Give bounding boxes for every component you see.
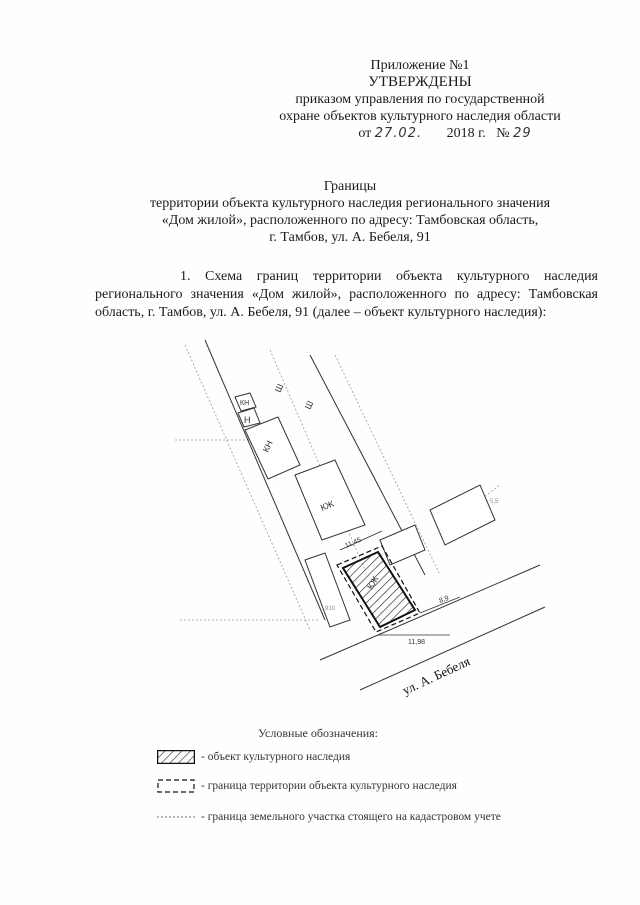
date-handwritten: 27.02. [374,126,423,141]
dim-label-2: 11,98 [408,639,425,646]
number-handwritten: 29 [513,126,532,141]
year-label: 2018 г. [446,126,486,141]
approval-header [250,57,590,142]
title-line-4: г. Тамбов, ул. А. Бебеля, 91 [269,230,431,245]
label-sh-1: Ш [272,382,286,394]
approved-label: УТВЕРЖДЕНЫ [368,74,472,90]
heritage-object [343,552,415,627]
street-label: ул. А. Бебеля [399,653,473,698]
date-prefix: от [358,126,372,141]
number-prefix: № [496,126,510,141]
street-lines [205,340,545,690]
title-line-2: территории объекта культурного наследия регионального значения [149,196,551,211]
dashed-line-swatch-icon [157,816,195,818]
legend-item-3: - граница земельного участка стоящего на кадастровом учете [201,811,501,823]
appendix-label: Приложение №1 [370,58,470,73]
legend-item-2: - граница территории объекта культурного наследия [201,780,457,792]
faint-label-2: 910 [325,606,336,612]
dim-label-3: 8,9 [438,594,450,605]
label-kzh-2: КЖ [365,574,381,591]
legend-item-1: - объект культурного наследия [201,751,351,763]
title-line-1: Границы [323,179,377,194]
title-line-3: «Дом жилой», расположенного по адресу: Тамбовская область, [161,213,539,228]
dim-label-1: 11,45 [344,536,363,550]
label-kn-2: КН [260,438,275,454]
label-n: Н [244,415,251,425]
faint-label-1: 5,5 [490,499,499,505]
dashed-box-swatch-icon [157,779,195,793]
order-line-2: охране объектов культурного наследия области [279,109,561,124]
label-kzh-1: КЖ [319,498,336,513]
legend-title: Условные обозначения: [258,726,379,740]
hatch-swatch-icon [157,750,195,764]
label-sh-2: Ш [302,399,316,411]
scheme-paragraph: 1. Схема границ территории объекта культурного наследия регионального значения «Дом жилой», расположенного по адресу: Тамбовская область, г. Тамбов, ул. А. Бебеля, 91 (далее – объект культурного наследия): [95,269,598,320]
label-kn-1: КН [240,400,250,407]
document-title [90,178,610,246]
boundary-map [150,335,550,710]
order-line-1: приказом управления по государственной [295,92,545,107]
order-date-line [250,125,590,142]
